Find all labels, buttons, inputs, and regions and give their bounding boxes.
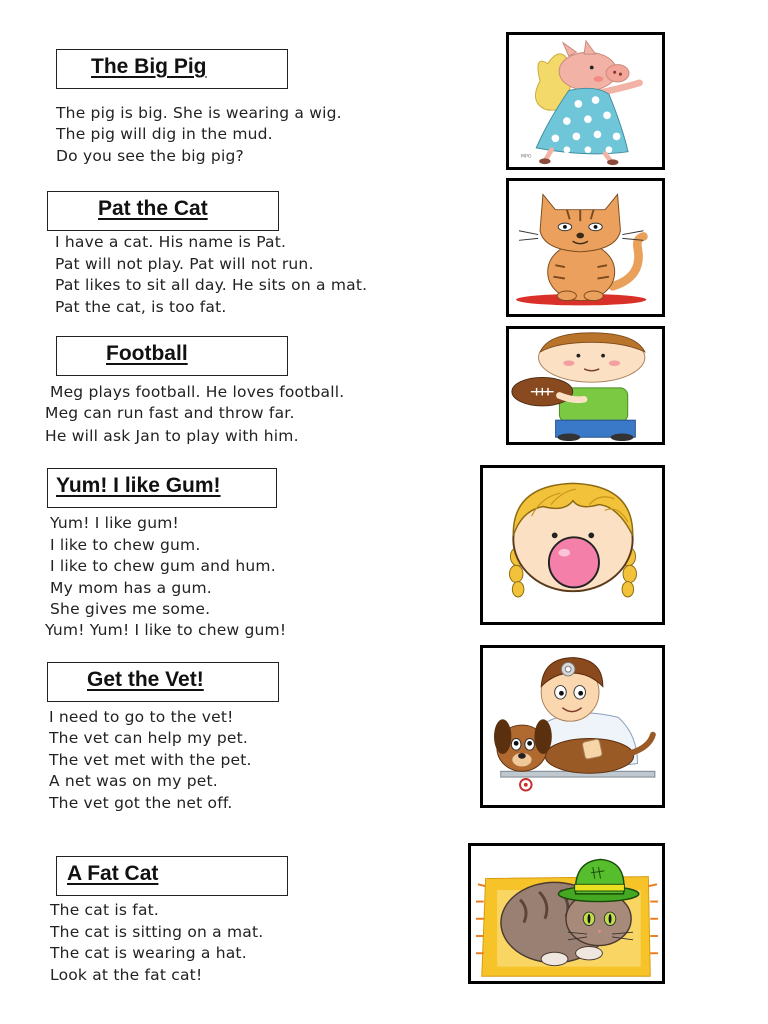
story-2-line: I have a cat. His name is Pat. xyxy=(55,233,287,251)
fat-cat-picture xyxy=(468,843,665,984)
cat-illustration xyxy=(509,181,662,314)
story-6-title: A Fat Cat xyxy=(67,862,159,885)
story-1-line: Do you see the big pig? xyxy=(56,147,244,165)
cat-pat-picture xyxy=(506,178,665,317)
story-4-line: I like to chew gum. xyxy=(50,536,201,554)
story-1-title: The Big Pig xyxy=(91,55,207,78)
story-5-line: The vet can help my pet. xyxy=(49,729,249,747)
story-5-line: The vet got the net off. xyxy=(49,794,233,812)
fat-cat-hat-illustration xyxy=(471,846,662,981)
story-6-line: Look at the fat cat! xyxy=(50,966,203,984)
story-2-title: Pat the Cat xyxy=(98,197,208,220)
story-5-title: Get the Vet! xyxy=(87,668,204,691)
story-4-line: I like to chew gum and hum. xyxy=(50,557,276,575)
story-3-line: He will ask Jan to play with him. xyxy=(45,427,299,445)
story-5-line: I need to go to the vet! xyxy=(49,708,234,726)
story-3-line: Meg can run fast and throw far. xyxy=(45,404,295,422)
boy-football-illustration xyxy=(509,329,662,442)
pig-illustration xyxy=(509,35,662,167)
picture-signature: MPG xyxy=(520,154,532,160)
story-5-line: The vet met with the pet. xyxy=(49,751,252,769)
pig-picture xyxy=(506,32,665,170)
story-6-line: The cat is sitting on a mat. xyxy=(50,923,264,941)
story-1-line: The pig will dig in the mud. xyxy=(56,125,273,143)
story-4-line: My mom has a gum. xyxy=(50,579,212,597)
girl-gum-illustration xyxy=(483,468,662,622)
story-5-line: A net was on my pet. xyxy=(49,772,218,790)
story-2-line: Pat the cat, is too fat. xyxy=(55,298,227,316)
story-4-title: Yum! I like Gum! xyxy=(56,474,221,497)
vet-dog-illustration xyxy=(483,648,662,805)
story-4-line: Yum! Yum! I like to chew gum! xyxy=(45,621,287,639)
story-3-title: Football xyxy=(106,342,188,365)
story-3-line: Meg plays football. He loves football. xyxy=(50,383,345,401)
story-6-line: The cat is fat. xyxy=(50,901,160,919)
story-2-line: Pat will not play. Pat will not run. xyxy=(55,255,314,273)
story-6-line: The cat is wearing a hat. xyxy=(50,944,247,962)
vet-picture xyxy=(480,645,665,808)
story-1-line: The pig is big. She is wearing a wig. xyxy=(56,104,342,122)
gum-picture xyxy=(480,465,665,625)
story-2-line: Pat likes to sit all day. He sits on a mat. xyxy=(55,276,368,294)
story-4-line: She gives me some. xyxy=(50,600,211,618)
football-picture xyxy=(506,326,665,445)
story-4-line: Yum! I like gum! xyxy=(50,514,179,532)
